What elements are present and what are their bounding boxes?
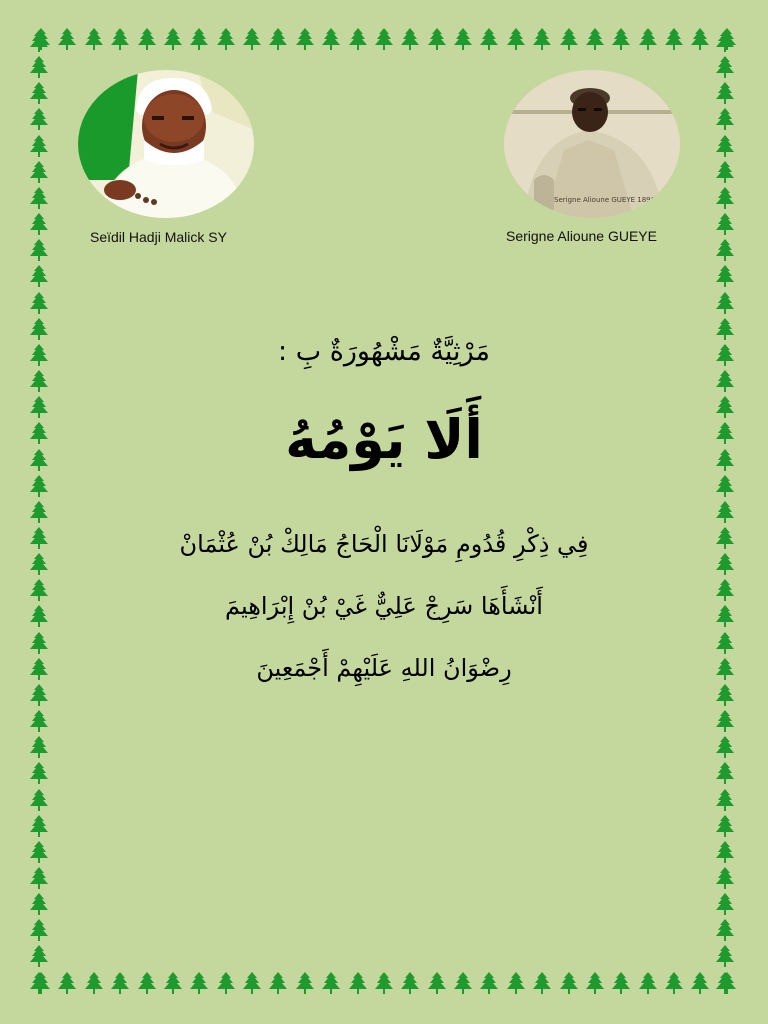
tree-icon xyxy=(294,972,316,994)
tree-icon xyxy=(56,28,78,50)
tree-icon xyxy=(28,632,50,654)
tree-icon xyxy=(714,344,736,366)
tree-icon xyxy=(714,56,736,78)
tree-icon xyxy=(714,370,736,392)
tree-icon xyxy=(109,28,131,50)
tree-icon xyxy=(714,632,736,654)
tree-icon xyxy=(426,28,448,50)
tree-icon xyxy=(162,972,184,994)
tree-icon xyxy=(584,28,606,50)
tree-icon xyxy=(188,972,210,994)
tree-icon xyxy=(714,579,736,601)
tree-icon xyxy=(28,605,50,627)
portrait-right xyxy=(504,70,680,218)
tree-icon xyxy=(28,579,50,601)
tree-icon xyxy=(28,710,50,732)
border-top xyxy=(30,28,738,52)
tree-icon xyxy=(28,762,50,784)
tree-icon xyxy=(136,972,158,994)
tree-icon xyxy=(714,527,736,549)
tree-icon xyxy=(714,789,736,811)
tree-icon xyxy=(320,28,342,50)
tree-icon xyxy=(267,28,289,50)
tree-icon xyxy=(28,684,50,706)
tree-icon xyxy=(28,422,50,444)
border-bottom xyxy=(30,972,738,996)
tree-icon xyxy=(610,972,632,994)
tree-icon xyxy=(28,187,50,209)
tree-icon xyxy=(505,28,527,50)
tree-icon xyxy=(28,449,50,471)
tree-icon xyxy=(714,108,736,130)
border-left xyxy=(28,30,52,994)
tree-icon xyxy=(28,527,50,549)
portrait-photo-icon xyxy=(504,70,680,218)
document-line-2: أَنْشَأَهَا سَرِجْ عَلِيٌّ غَيْ بُنْ إِبْرَاهِيمَ xyxy=(225,592,543,620)
tree-icon xyxy=(28,370,50,392)
tree-icon xyxy=(689,28,711,50)
tree-icon xyxy=(215,972,237,994)
document-title: أَلَا يَوْمُهُ xyxy=(285,408,483,471)
tree-icon xyxy=(714,945,736,967)
tree-icon xyxy=(162,28,184,50)
tree-icon xyxy=(241,972,263,994)
tree-icon xyxy=(478,28,500,50)
tree-icon xyxy=(714,553,736,575)
tree-icon xyxy=(399,972,421,994)
tree-icon xyxy=(28,396,50,418)
tree-icon xyxy=(373,28,395,50)
tree-icon xyxy=(714,422,736,444)
tree-icon xyxy=(28,815,50,837)
tree-icon xyxy=(136,28,158,50)
tree-icon xyxy=(28,658,50,680)
tree-icon xyxy=(714,501,736,523)
tree-icon xyxy=(478,972,500,994)
portrait-photo-icon xyxy=(78,70,254,218)
tree-icon xyxy=(714,239,736,261)
tree-icon xyxy=(714,867,736,889)
tree-icon xyxy=(531,972,553,994)
tree-icon xyxy=(28,945,50,967)
tree-icon xyxy=(56,972,78,994)
tree-icon xyxy=(584,972,606,994)
tree-icon xyxy=(347,972,369,994)
tree-icon xyxy=(714,30,736,52)
tree-icon xyxy=(714,82,736,104)
tree-icon xyxy=(28,919,50,941)
tree-icon xyxy=(83,28,105,50)
tree-icon xyxy=(28,736,50,758)
tree-icon xyxy=(714,449,736,471)
tree-icon xyxy=(714,684,736,706)
tree-icon xyxy=(28,213,50,235)
tree-icon xyxy=(714,893,736,915)
tree-icon xyxy=(714,972,736,994)
document-subtitle: مَرْثِيَّةٌ مَشْهُورَةٌ بِ : xyxy=(278,336,490,367)
tree-icon xyxy=(28,292,50,314)
tree-icon xyxy=(663,972,685,994)
tree-icon xyxy=(714,213,736,235)
tree-icon xyxy=(347,28,369,50)
border-right xyxy=(714,30,738,994)
tree-icon xyxy=(28,893,50,915)
portrait-left xyxy=(78,70,254,218)
tree-icon xyxy=(83,972,105,994)
tree-icon xyxy=(558,972,580,994)
portrait-right-caption: Serigne Alioune GUEYE xyxy=(506,228,657,244)
tree-icon xyxy=(28,135,50,157)
tree-icon xyxy=(28,789,50,811)
tree-icon xyxy=(505,972,527,994)
tree-icon xyxy=(109,972,131,994)
tree-icon xyxy=(714,815,736,837)
tree-icon xyxy=(28,553,50,575)
tree-icon xyxy=(28,82,50,104)
tree-icon xyxy=(373,972,395,994)
tree-icon xyxy=(714,292,736,314)
tree-icon xyxy=(663,28,685,50)
tree-icon xyxy=(714,396,736,418)
tree-icon xyxy=(714,475,736,497)
tree-icon xyxy=(531,28,553,50)
tree-icon xyxy=(28,841,50,863)
tree-icon xyxy=(714,605,736,627)
portrait-left-caption: Seïdil Hadji Malick SY xyxy=(90,229,227,245)
tree-icon xyxy=(28,239,50,261)
document-line-3: رِضْوَانُ اللهِ عَلَيْهِمْ أَجْمَعِينَ xyxy=(256,654,512,682)
tree-icon xyxy=(28,265,50,287)
tree-icon xyxy=(399,28,421,50)
tree-icon xyxy=(558,28,580,50)
tree-icon xyxy=(689,972,711,994)
tree-icon xyxy=(714,318,736,340)
tree-icon xyxy=(610,28,632,50)
tree-icon xyxy=(215,28,237,50)
tree-icon xyxy=(267,972,289,994)
tree-icon xyxy=(714,919,736,941)
tree-icon xyxy=(188,28,210,50)
tree-icon xyxy=(294,28,316,50)
tree-icon xyxy=(714,135,736,157)
tree-icon xyxy=(452,972,474,994)
tree-icon xyxy=(28,475,50,497)
tree-icon xyxy=(714,841,736,863)
tree-icon xyxy=(452,28,474,50)
portrait-inscription: Serigne Alioune GUEYE 1896 - 1958 xyxy=(554,196,680,204)
tree-icon xyxy=(28,344,50,366)
tree-icon xyxy=(28,108,50,130)
tree-icon xyxy=(637,28,659,50)
tree-icon xyxy=(28,972,50,994)
tree-icon xyxy=(714,658,736,680)
tree-icon xyxy=(28,30,50,52)
tree-icon xyxy=(714,265,736,287)
tree-icon xyxy=(714,187,736,209)
document-line-1: فِي ذِكْرِ قُدُومِ مَوْلَانَا الْحَاجُ مَالِكْ بُنْ عُثْمَانْ xyxy=(179,530,589,558)
tree-icon xyxy=(28,161,50,183)
tree-icon xyxy=(28,56,50,78)
tree-icon xyxy=(320,972,342,994)
tree-icon xyxy=(714,762,736,784)
tree-icon xyxy=(28,501,50,523)
tree-icon xyxy=(714,161,736,183)
tree-icon xyxy=(28,318,50,340)
tree-icon xyxy=(637,972,659,994)
tree-icon xyxy=(426,972,448,994)
tree-icon xyxy=(714,736,736,758)
tree-icon xyxy=(714,710,736,732)
tree-icon xyxy=(241,28,263,50)
tree-icon xyxy=(28,867,50,889)
